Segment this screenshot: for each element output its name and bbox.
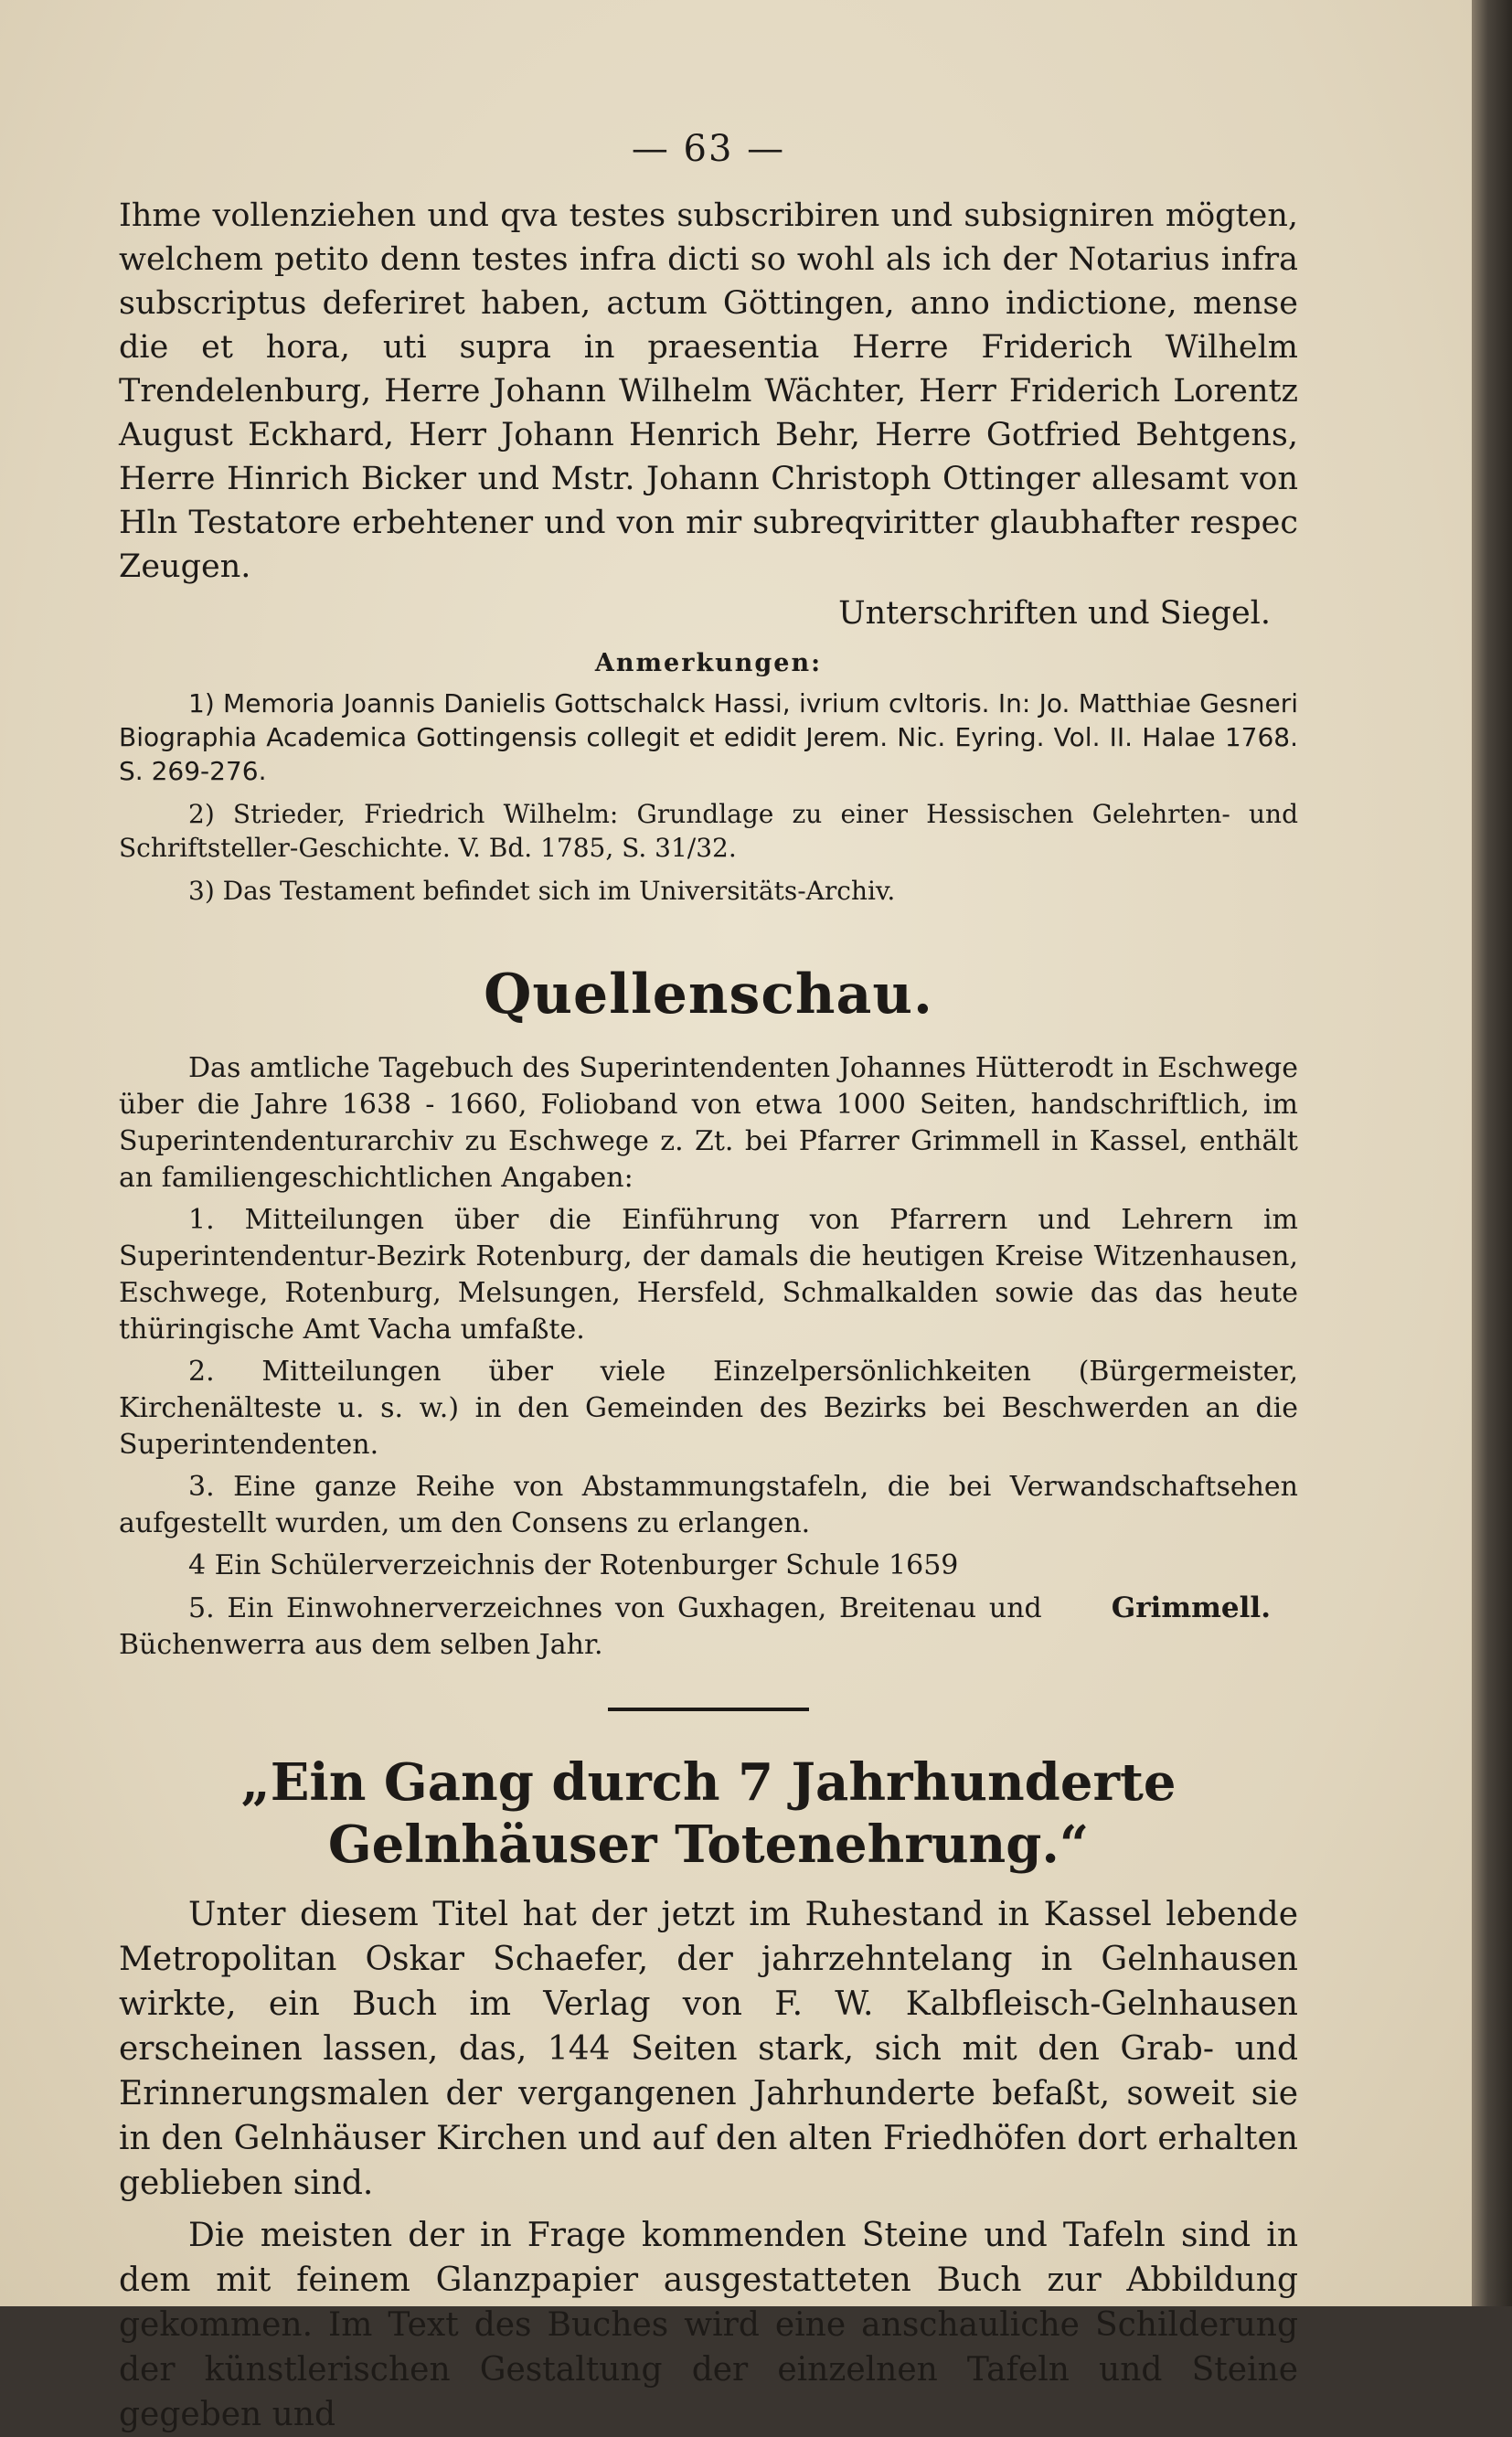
quellenschau-item-2: 2. Mitteilungen über viele Einzelpersönlichkeiten (Bürgermeister, Kirchenälteste u. s. w.) in den Gemeinden des Bezirks bei Beschwerden an die Superintendenten. [119, 1356, 1298, 1461]
quellenschau-item-5: 5. Ein Einwohnerverzeichnes von Guxhagen, Breitenau und Büchenwerra aus dem selben Jahr. [119, 1592, 1042, 1661]
testament-paragraph: Ihme vollenziehen und qva testes subscribiren und subsigniren mögten, welchem petito denn testes infra dicti so wohl als ich der Notarius infra subscriptus deferiret haben, actum Göttingen, anno indictione, mense die et hora, uti supra in praesentia Herre Friderich Wilhelm Trendelenburg, Herre Johann Wilhelm Wächter, Herr Friderich Lorentz August Eckhard, Herr Johann Henrich Behr, Herre Gotfried Behtgens, Herre Hinrich Bicker und Mstr. Johann Christoph Ottinger allesamt von Hln Testatore erbehtener und von mir subreqviritter glaubhafter respec Zeugen. [119, 197, 1298, 585]
section-divider [608, 1708, 809, 1711]
quellenschau-item-1: 1. Mitteilungen über die Einführung von Pfarrern und Lehrern im Superintendentur-Bezirk Rotenburg, der damals die heutigen Kreise Witzenhausen, Eschwege, Rotenburg, Melsungen, Hersfeld, Schmalkalden sowie das das heute thüringische Amt Vacha umfaßte. [119, 1204, 1298, 1346]
page-number: — 63 — [631, 128, 786, 170]
quellenschau-author: Grimmell. [1111, 1591, 1271, 1624]
quellenschau-item-3: 3. Eine ganze Reihe von Abstammungstafeln, die bei Verwandschaftsehen aufgestellt wurden, um den Consens zu erlangen. [119, 1471, 1298, 1539]
quellenschau-item-5-row [119, 1590, 1298, 1664]
article-paragraph-2: Die meisten der in Frage kommenden Steine und Tafeln sind in dem mit feinem Glanzpapier ausgestatteten Buch zur Abbildung gekommen. Im Text des Buches wird eine anschauliche Schilderung der künstlerischen Gestaltung der einzelnen Tafeln und Steine gegeben und [119, 2217, 1298, 2433]
signatures-line: Unterschriften und Siegel. [838, 595, 1271, 632]
quellenschau-item-4: 4 Ein Schülerverzeichnis der Rotenburger Schule 1659 [188, 1549, 959, 1581]
note-3: 3) Das Testament befindet sich im Universitäts-Archiv. [188, 876, 896, 906]
quellenschau-title: Quellenschau. [484, 963, 933, 1027]
article-title [119, 1751, 1298, 1876]
article-title-line-2: Gelnhäuser Totenehrung.“ [327, 1814, 1090, 1875]
article-paragraph-1: Unter diesem Titel hat der jetzt im Ruhestand in Kassel lebende Metropolitan Oskar Schaefer, der jahrzehntelang in Gelnhausen wirkte, ein Buch im Verlag von F. W. Kalbfleisch-Gelnhausen erscheinen lassen, das, 144 Seiten stark, sich mit den Grab- und Erinnerungsmalen der vergangenen Jahrhunderte befaßt, soweit sie in den Gelnhäuser Kirchen und auf den alten Friedhöfen dort erhalten geblieben sind. [119, 1896, 1298, 2202]
page-content [119, 128, 1298, 2437]
book-binding-edge [1472, 0, 1512, 2306]
quellenschau-intro: Das amtliche Tagebuch des Superintendenten Johannes Hütterodt in Eschwege über die Jahre 1638 - 1660, Folioband von etwa 1000 Seiten, handschriftlich, im Superintendenturarchiv zu Eschwege z. Zt. bei Pfarrer Grimmell in Kassel, enthält an familiengeschichtlichen Angaben: [119, 1052, 1298, 1194]
notes-heading: Anmerkungen: [594, 649, 823, 677]
note-1: 1) Memoria Joannis Danielis Gottschalck Hassi, ivrium cvltoris. In: Jo. Matthiae Gesneri Biographia Academica Gottingensis collegit et edidit Jerem. Nic. Eyring. Vol. II. Halae 1768. S. 269-276. [119, 688, 1298, 786]
article-title-line-1: „Ein Gang durch 7 Jahrhunderte [240, 1752, 1177, 1813]
note-2: 2) Strieder, Friedrich Wilhelm: Grundlage zu einer Hessischen Gelehrten- und Schriftsteller-Geschichte. V. Bd. 1785, S. 31/32. [119, 799, 1298, 863]
